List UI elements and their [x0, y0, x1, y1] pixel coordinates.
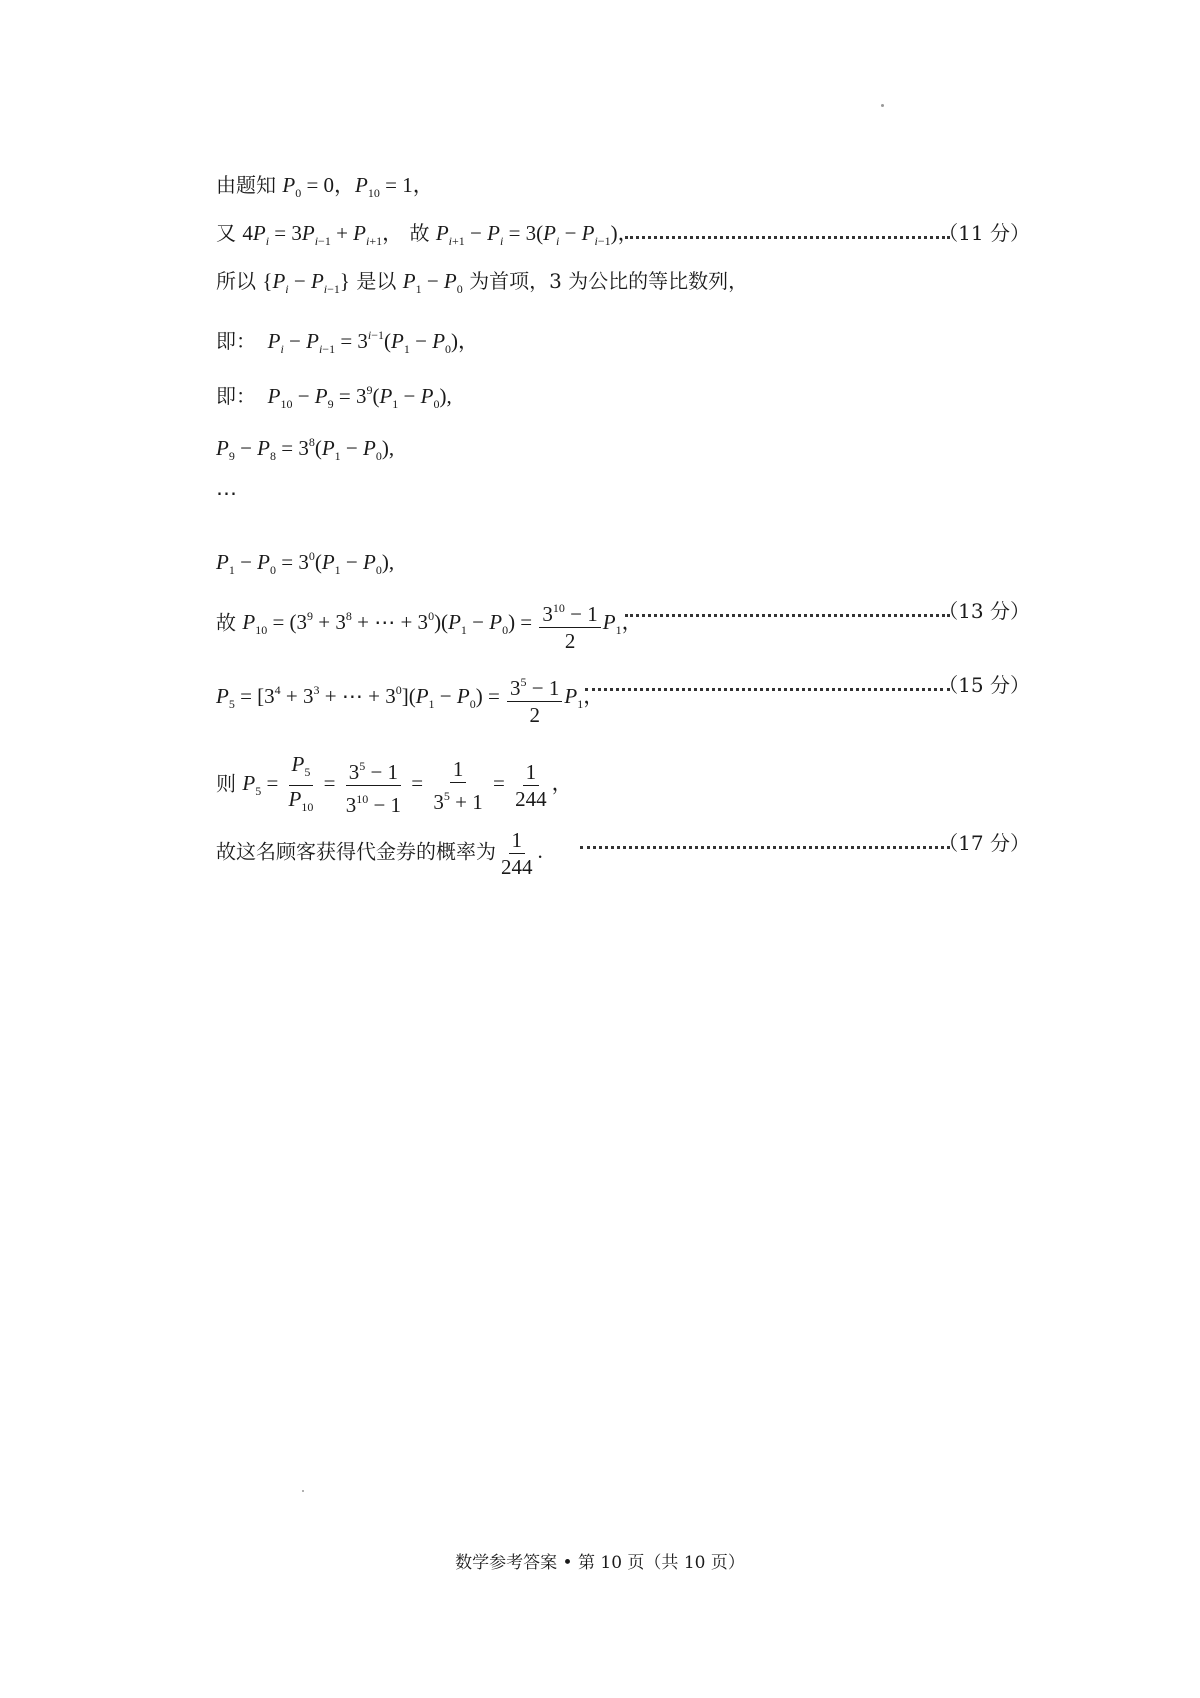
text-seq-desc-1: 是以 [356, 269, 397, 293]
text-hence-2: 故 [216, 610, 236, 635]
page-footer: 数学参考答案 • 第 10 页（共 10 页） [455, 1553, 745, 1573]
score-11: （11 分） [938, 221, 1030, 245]
dot-leader [625, 614, 950, 617]
line-ellipsis [216, 478, 237, 508]
formula-general-term: $P_i - P_{i-1} = 3^{i-1}(P_1 - P_0)$， [267, 328, 480, 356]
line-general [216, 320, 479, 364]
formula-answer: $\frac{1}{244}$ . [496, 839, 543, 863]
line-p9 [216, 427, 394, 471]
scan-speck [302, 1490, 304, 1492]
text-ji-2: 即： [216, 384, 256, 408]
formula-seq: $\{P_i - P_{i-1}\}$ [262, 269, 351, 296]
formula-first-term: $P_1 - P_0$ [402, 269, 463, 296]
formula-sum-p10: $P_{10} = (3^9 + 3^8$ + ⋯ + $3^0)(P_1 - P_0)$ = $\frac{3^{10} - 1}{2}$ $P_1$， [242, 610, 642, 634]
text-also: 又 [216, 221, 236, 245]
fraction: $\frac{3^5 - 1}{2}$ [507, 670, 562, 727]
line-sum-p5 [216, 670, 604, 727]
dot-leader [580, 846, 950, 849]
score-13: （13 分） [938, 599, 1030, 623]
line-p10 [216, 375, 452, 419]
score-15: （15 分） [938, 673, 1030, 697]
dot-leader [585, 688, 950, 691]
line-geometric [216, 266, 748, 304]
text-known: 由题知 [216, 173, 276, 197]
formula-p9-p8: $P_9 - P_8 = 3^8(P_1 - P_0)$, [216, 435, 395, 463]
fraction: $\frac{3^5 - 1}{3^{10} - 1}$ [343, 754, 404, 817]
line-ratio [216, 752, 573, 819]
line-p1 [216, 541, 394, 585]
line-sum-p10 [216, 596, 643, 653]
line-conclusion [216, 828, 543, 879]
line-given [216, 170, 434, 208]
formula-ratio: $P_5$ = $\frac{P_5}{P_{10}}$ = $\frac{3^5 - 1}{3^{10} - 1}$ = $\frac{1}{3^5 + 1}$ = $\frac{1}{244}$ ， [242, 752, 573, 817]
formula-sum-p5: $P_5 = [3^4 + 3^3$ + ⋯ + $3^0](P_1 - P_0)$ = $\frac{3^5 - 1}{2}$ $P_1$， [216, 684, 604, 708]
text-ji: 即： [216, 329, 256, 353]
line-recurrence [216, 218, 639, 256]
fraction: $\frac{1}{244}$ [501, 828, 533, 879]
text-seq-desc-2: 为首项，3 为公比的等比数列， [469, 269, 749, 293]
formula-difference: $P_{i+1} - P_i = 3(P_i - P_{i-1})$， [435, 221, 639, 248]
fraction: $\frac{1}{244}$ [515, 760, 547, 811]
dot-leader [625, 236, 950, 239]
ellipsis: ⋯ [216, 481, 237, 505]
formula-p1-p0: $P_1 - P_0 = 3^0(P_1 - P_0)$, [216, 549, 395, 577]
text-so: 所以 [216, 269, 256, 293]
text-conclusion: 故这名顾客获得代金券的概率为 [216, 839, 496, 864]
formula-recurrence: $4P_i = 3P_{i-1} + P_{i+1}$， [242, 221, 404, 248]
text-then: 则 [216, 771, 236, 796]
score-17: （17 分） [938, 831, 1030, 855]
fraction: $\frac{P_5}{P_{10}}$ [288, 752, 314, 814]
formula-initial-values: $P_0 = 0$，$P_{10} = 1$， [282, 173, 434, 200]
text-hence: 故 [409, 221, 430, 245]
formula-p10-p9: $P_{10} - P_9 = 3^9(P_1 - P_0)$, [267, 383, 452, 411]
fraction: $\frac{3^{10} - 1}{2}$ [539, 596, 600, 653]
scan-speck [881, 104, 884, 107]
fraction: $\frac{1}{3^5 + 1}$ [433, 757, 483, 814]
